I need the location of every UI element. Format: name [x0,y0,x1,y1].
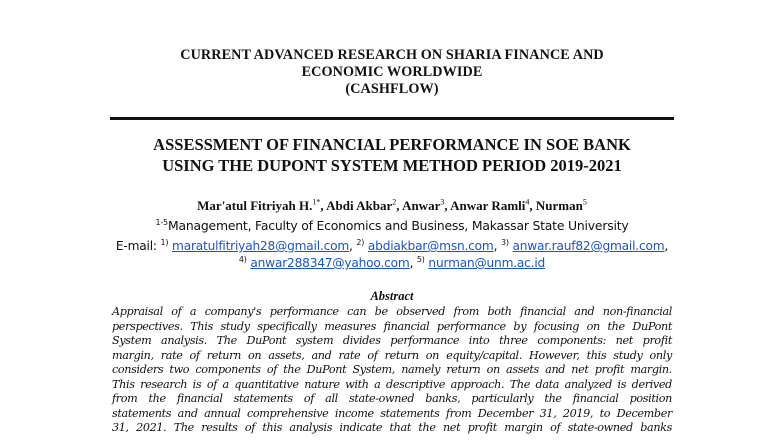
email-marker: 4) [238,254,247,264]
author-affiliation-marker: 3 [440,197,445,207]
abstract-body [112,305,672,436]
email-line-2: $^{4)}$ anwar288347@yahoo.com, $^{5)}$ nurman@unm.ac.id [238,254,546,270]
email-link[interactable]: anwar.rauf82@gmail.com [512,239,665,253]
author-name: Abdi Akbar [326,198,393,213]
journal-title-line-3: (CASHFLOW) [345,81,439,97]
email-link[interactable]: anwar288347@yahoo.com [250,256,410,270]
email-block [90,238,694,272]
author-name: Mar'atul Fitriyah H. [197,198,313,213]
paper-title-line-2: USING THE DUPONT SYSTEM METHOD PERIOD 2019-2021 [162,156,622,175]
abstract-line: perspectives. This study specifically measures financial performance by focusing on the DuPont [112,319,672,333]
abstract-line: margin, rate of return on assets, and rate of return on equity/capital. However, this study only [112,348,672,362]
abstract-line: statements and annual comprehensive income statements from December 31, 2019, to December [112,406,672,420]
email-label: E-mail: [115,239,157,253]
abstract-line: System analysis. The DuPont system divides performance into three components: net profit [112,334,672,347]
author-name: Anwar Ramli [450,198,526,213]
email-link[interactable]: maratulfitriyah28@gmail.com [172,239,350,253]
abstract-line: Appraisal of a company's performance can be observed from both financial and non-financial [112,305,672,318]
author-affiliation-marker: 4 [525,197,530,207]
journal-title-line-1: CURRENT ADVANCED RESEARCH ON SHARIA FINANCE AND [180,47,604,63]
affiliation [100,218,684,234]
email-link[interactable]: abdiakbar@msn.com [367,239,494,253]
email-marker: 1) [160,237,169,247]
journal-title-line-2: ECONOMIC WORLDWIDE [301,64,483,80]
email-link[interactable]: nurman@unm.ac.id [428,256,546,270]
abstract-line: considers two components of the DuPont System, namely return on assets and net profit margin. [112,363,672,376]
author-affiliation-marker: 5 [582,197,587,207]
paper-title [90,134,694,176]
affiliation-text: Management, Faculty of Economics and Business, Makassar State University [167,218,629,233]
abstract-line: from the financial statements of all state-owned banks, particularly the financial position [112,392,672,405]
header-divider [110,117,674,120]
email-marker: 3) [500,237,509,247]
email-marker: 2) [356,237,365,247]
author-name: Nurman [535,198,583,213]
abstract-line: 31, 2021. The results of this analysis indicate that the net profit margin of state-owned banks [112,421,672,434]
abstract-heading: Abstract [370,289,414,303]
author-list: Mar'atul Fitriyah H.$^{1*}$, Abdi Akbar$^2$, Anwar$^3$, Anwar Ramli$^4$, Nurman$^5$ [197,197,587,213]
author-name: Anwar [402,198,441,213]
email-marker: 5) [416,254,425,264]
author-affiliation-marker: 1* [312,197,321,207]
author-affiliation-marker: 2 [392,197,397,207]
journal-title [100,47,684,98]
email-line-1: E-mail: $^{1)}$ maratulfitriyah28@gmail.com, $^{2)}$ abdiakbar@msn.com, $^{3)}$ anwar.rauf82@gmail.com, [115,237,669,253]
abstract-line: This research is of a quantitative nature with a descriptive approach. The data analyzed is derived [112,377,672,391]
affiliation-marker: 1-5 [155,217,168,227]
paper-title-line-1: ASSESSMENT OF FINANCIAL PERFORMANCE IN SOE BANK [153,135,631,154]
